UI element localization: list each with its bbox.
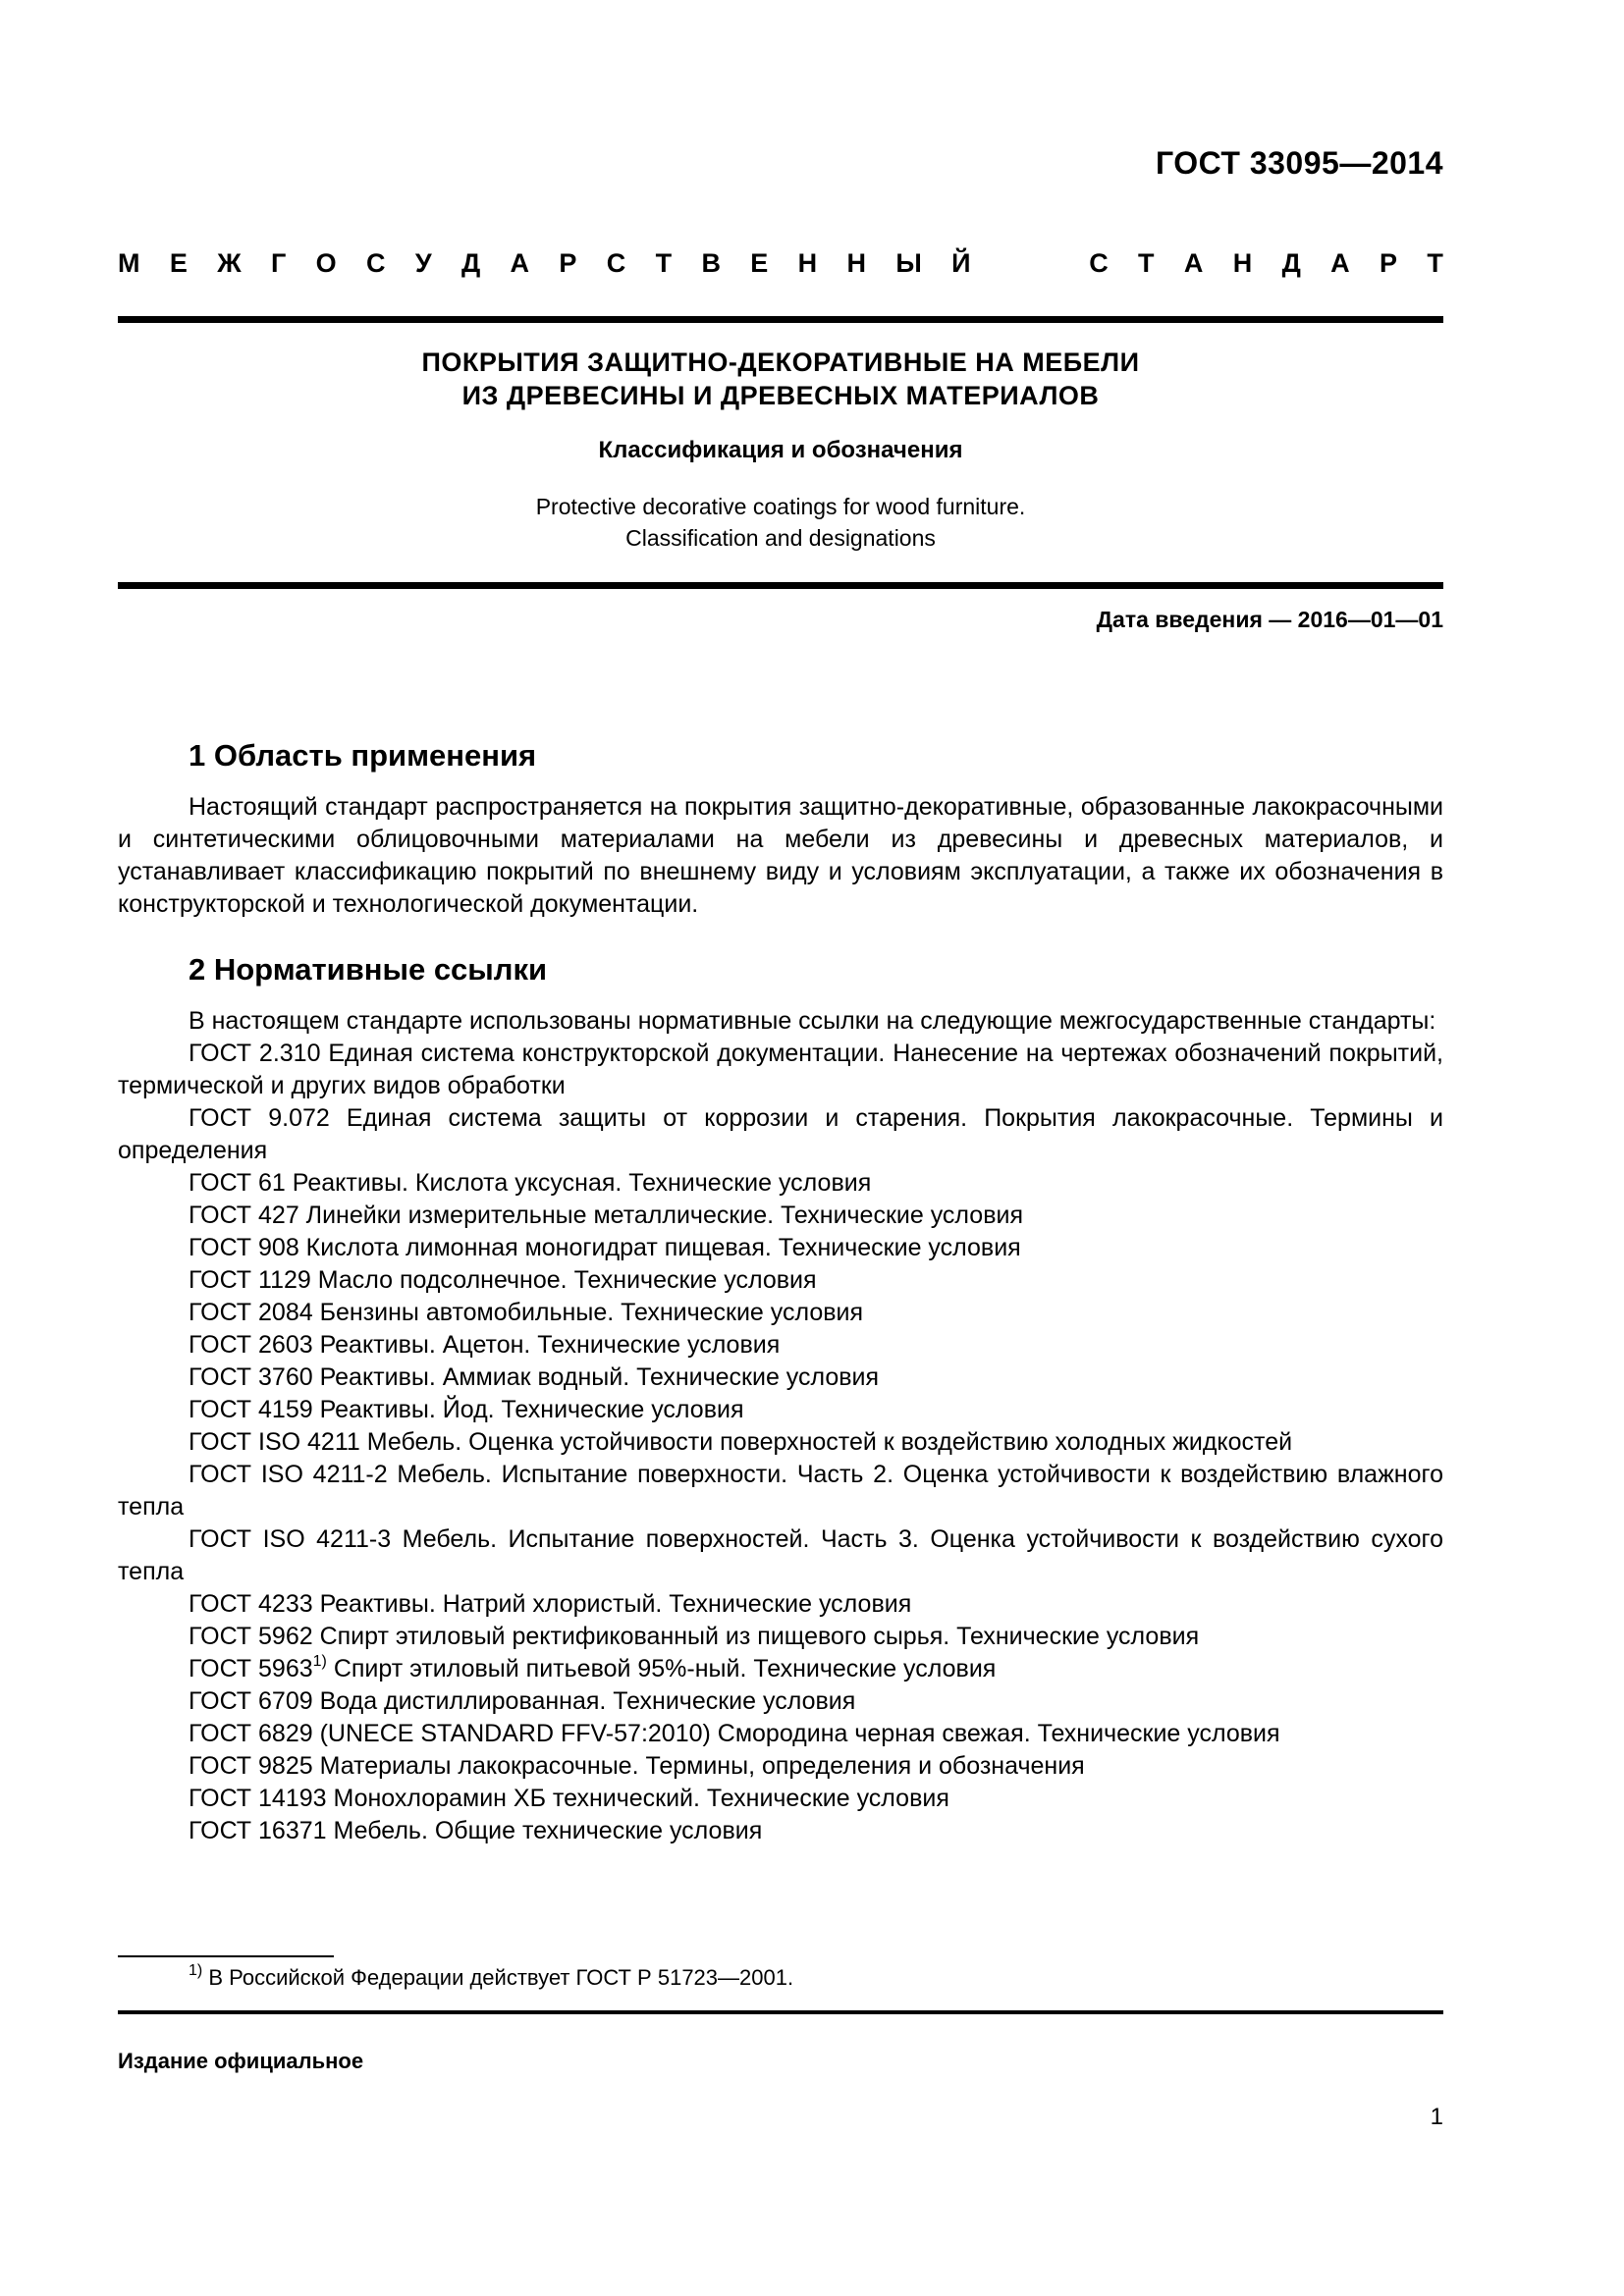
reference-item: ГОСТ ISO 4211-2 Мебель. Испытание поверхности. Часть 2. Оценка устойчивости к воздействию влажного тепла: [118, 1461, 1443, 1521]
reference-title: Спирт этиловый питьевой 95%-ный. Технические условия: [326, 1655, 997, 1682]
interstate-standard-banner: [118, 248, 1443, 279]
footer-rule: [118, 2010, 1443, 2014]
banner-letter: Н: [846, 248, 866, 278]
document-page: [118, 0, 1443, 2296]
reference-item: ГОСТ ISO 4211 Мебель. Оценка устойчивости поверхностей к воздействию холодных жидкостей: [189, 1428, 1293, 1456]
normative-references-list: [118, 1038, 1443, 1653]
banner-letter: Т: [655, 248, 673, 278]
title-bottom-rule: [118, 582, 1443, 589]
banner-letter: Й: [951, 248, 971, 278]
footnote-rule: [118, 1955, 334, 1957]
reference-item: ГОСТ 14193 Монохлорамин ХБ технический. Технические условия: [189, 1785, 949, 1812]
english-title-line-1: Protective decorative coatings for wood furniture.: [535, 494, 1026, 519]
reference-item: ГОСТ 908 Кислота лимонная моногидрат пищевая. Технические условия: [189, 1234, 1021, 1261]
banner-letter: Н: [1232, 248, 1253, 278]
english-title-line-2: Classification and designations: [625, 525, 936, 551]
document-body: [118, 736, 1443, 1847]
banner-letter: Е: [169, 248, 188, 278]
reference-code: ГОСТ 5963: [189, 1655, 313, 1682]
reference-item: ГОСТ 5962 Спирт этиловый ректификованный из пищевого сырья. Технические условия: [189, 1623, 1200, 1650]
reference-item: ГОСТ 1129 Масло подсолнечное. Технические условия: [189, 1266, 817, 1294]
section-2-heading: 2 Нормативные ссылки: [189, 952, 548, 987]
footnote-marker: 1): [189, 1961, 203, 1979]
banner-letter: Р: [559, 248, 577, 278]
reference-item: ГОСТ 16371 Мебель. Общие технические условия: [189, 1817, 763, 1844]
banner-letter: Ы: [895, 248, 922, 278]
reference-item: ГОСТ 3760 Реактивы. Аммиак водный. Технические условия: [189, 1363, 880, 1391]
title-line-1: ПОКРЫТИЯ ЗАЩИТНО-ДЕКОРАТИВНЫЕ НА МЕБЕЛИ: [421, 347, 1140, 377]
section-1-heading: 1 Область применения: [189, 738, 537, 773]
reference-item: ГОСТ 2.310 Единая система конструкторской документации. Нанесение на чертежах обозначений покрытий, термической и других видов обработки: [118, 1040, 1443, 1099]
banner-letter: Д: [1281, 248, 1301, 278]
top-rule: [118, 316, 1443, 323]
banner-letter: Т: [1138, 248, 1155, 278]
footnote: [189, 1961, 794, 1991]
banner-letter: В: [701, 248, 721, 278]
reference-item: ГОСТ 427 Линейки измерительные металлические. Технические условия: [189, 1201, 1023, 1229]
banner-letter: Н: [797, 248, 818, 278]
banner-letter: С: [1089, 248, 1109, 278]
reference-item: ГОСТ 2603 Реактивы. Ацетон. Технические условия: [189, 1331, 781, 1359]
banner-word-gap: [1001, 248, 1059, 279]
section-1-paragraph: Настоящий стандарт распространяется на покрытия защитно-декоративные, образованные лакокрасочными и синтетическими облицовочными материалами на мебели из древесины и древесных материалов, и устанавливает классификацию покрытий по внешнему виду и условиям эксплуатации, а также их обозначения в конструкторской и технологической документации.: [118, 793, 1443, 918]
banner-letter: С: [606, 248, 626, 278]
banner-letter: О: [315, 248, 337, 278]
banner-letter: А: [510, 248, 530, 278]
footnote-text: В Российской Федерации действует ГОСТ Р 51723—2001.: [202, 1965, 794, 1990]
reference-item: ГОСТ 9825 Материалы лакокрасочные. Термины, определения и обозначения: [189, 1752, 1085, 1780]
reference-item: ГОСТ 61 Реактивы. Кислота уксусная. Технические условия: [189, 1169, 872, 1197]
official-edition-label: Издание официальное: [118, 2049, 364, 2073]
section-2-intro: В настоящем стандарте использованы нормативные ссылки на следующие межгосударственные стандарты:: [189, 1007, 1436, 1035]
banner-letter: Р: [1380, 248, 1398, 278]
reference-item: ГОСТ 2084 Бензины автомобильные. Технические условия: [189, 1299, 864, 1326]
reference-item: ГОСТ ISO 4211-3 Мебель. Испытание поверхностей. Часть 3. Оценка устойчивости к воздействию сухого тепла: [118, 1525, 1443, 1585]
subtitle: Классификация и обозначения: [598, 437, 963, 463]
footnote-marker: 1): [312, 1652, 327, 1670]
banner-letter: Т: [1427, 248, 1443, 278]
reference-item: ГОСТ 4159 Реактивы. Йод. Технические условия: [189, 1396, 744, 1423]
banner-letter: М: [118, 248, 140, 278]
reference-item: [118, 1653, 1443, 1685]
title-block: [118, 346, 1443, 554]
english-title: [118, 491, 1443, 554]
banner-letter: А: [1330, 248, 1350, 278]
title-line-2: ИЗ ДРЕВЕСИНЫ И ДРЕВЕСНЫХ МАТЕРИАЛОВ: [461, 381, 1100, 410]
banner-letter: Д: [460, 248, 481, 278]
reference-item: ГОСТ 9.072 Единая система защиты от коррозии и старения. Покрытия лакокрасочные. Термины и определения: [118, 1104, 1443, 1164]
document-number: ГОСТ 33095—2014: [1155, 145, 1443, 181]
normative-references-list-continued: [118, 1685, 1443, 1847]
banner-letter: А: [1183, 248, 1204, 278]
banner-letter: У: [414, 248, 432, 278]
banner-letter: Е: [750, 248, 769, 278]
reference-item: ГОСТ 4233 Реактивы. Натрий хлористый. Технические условия: [189, 1590, 912, 1618]
banner-letter: С: [365, 248, 386, 278]
banner-letter: Ж: [217, 248, 242, 278]
banner-letter: Г: [270, 248, 287, 278]
page-number: 1: [1430, 2104, 1443, 2130]
reference-item: ГОСТ 6829 (UNECE STANDARD FFV-57:2010) Смородина черная свежая. Технические условия: [189, 1720, 1280, 1747]
reference-item: ГОСТ 6709 Вода дистиллированная. Технические условия: [189, 1687, 856, 1715]
introduction-date: Дата введения — 2016—01—01: [1096, 607, 1443, 632]
